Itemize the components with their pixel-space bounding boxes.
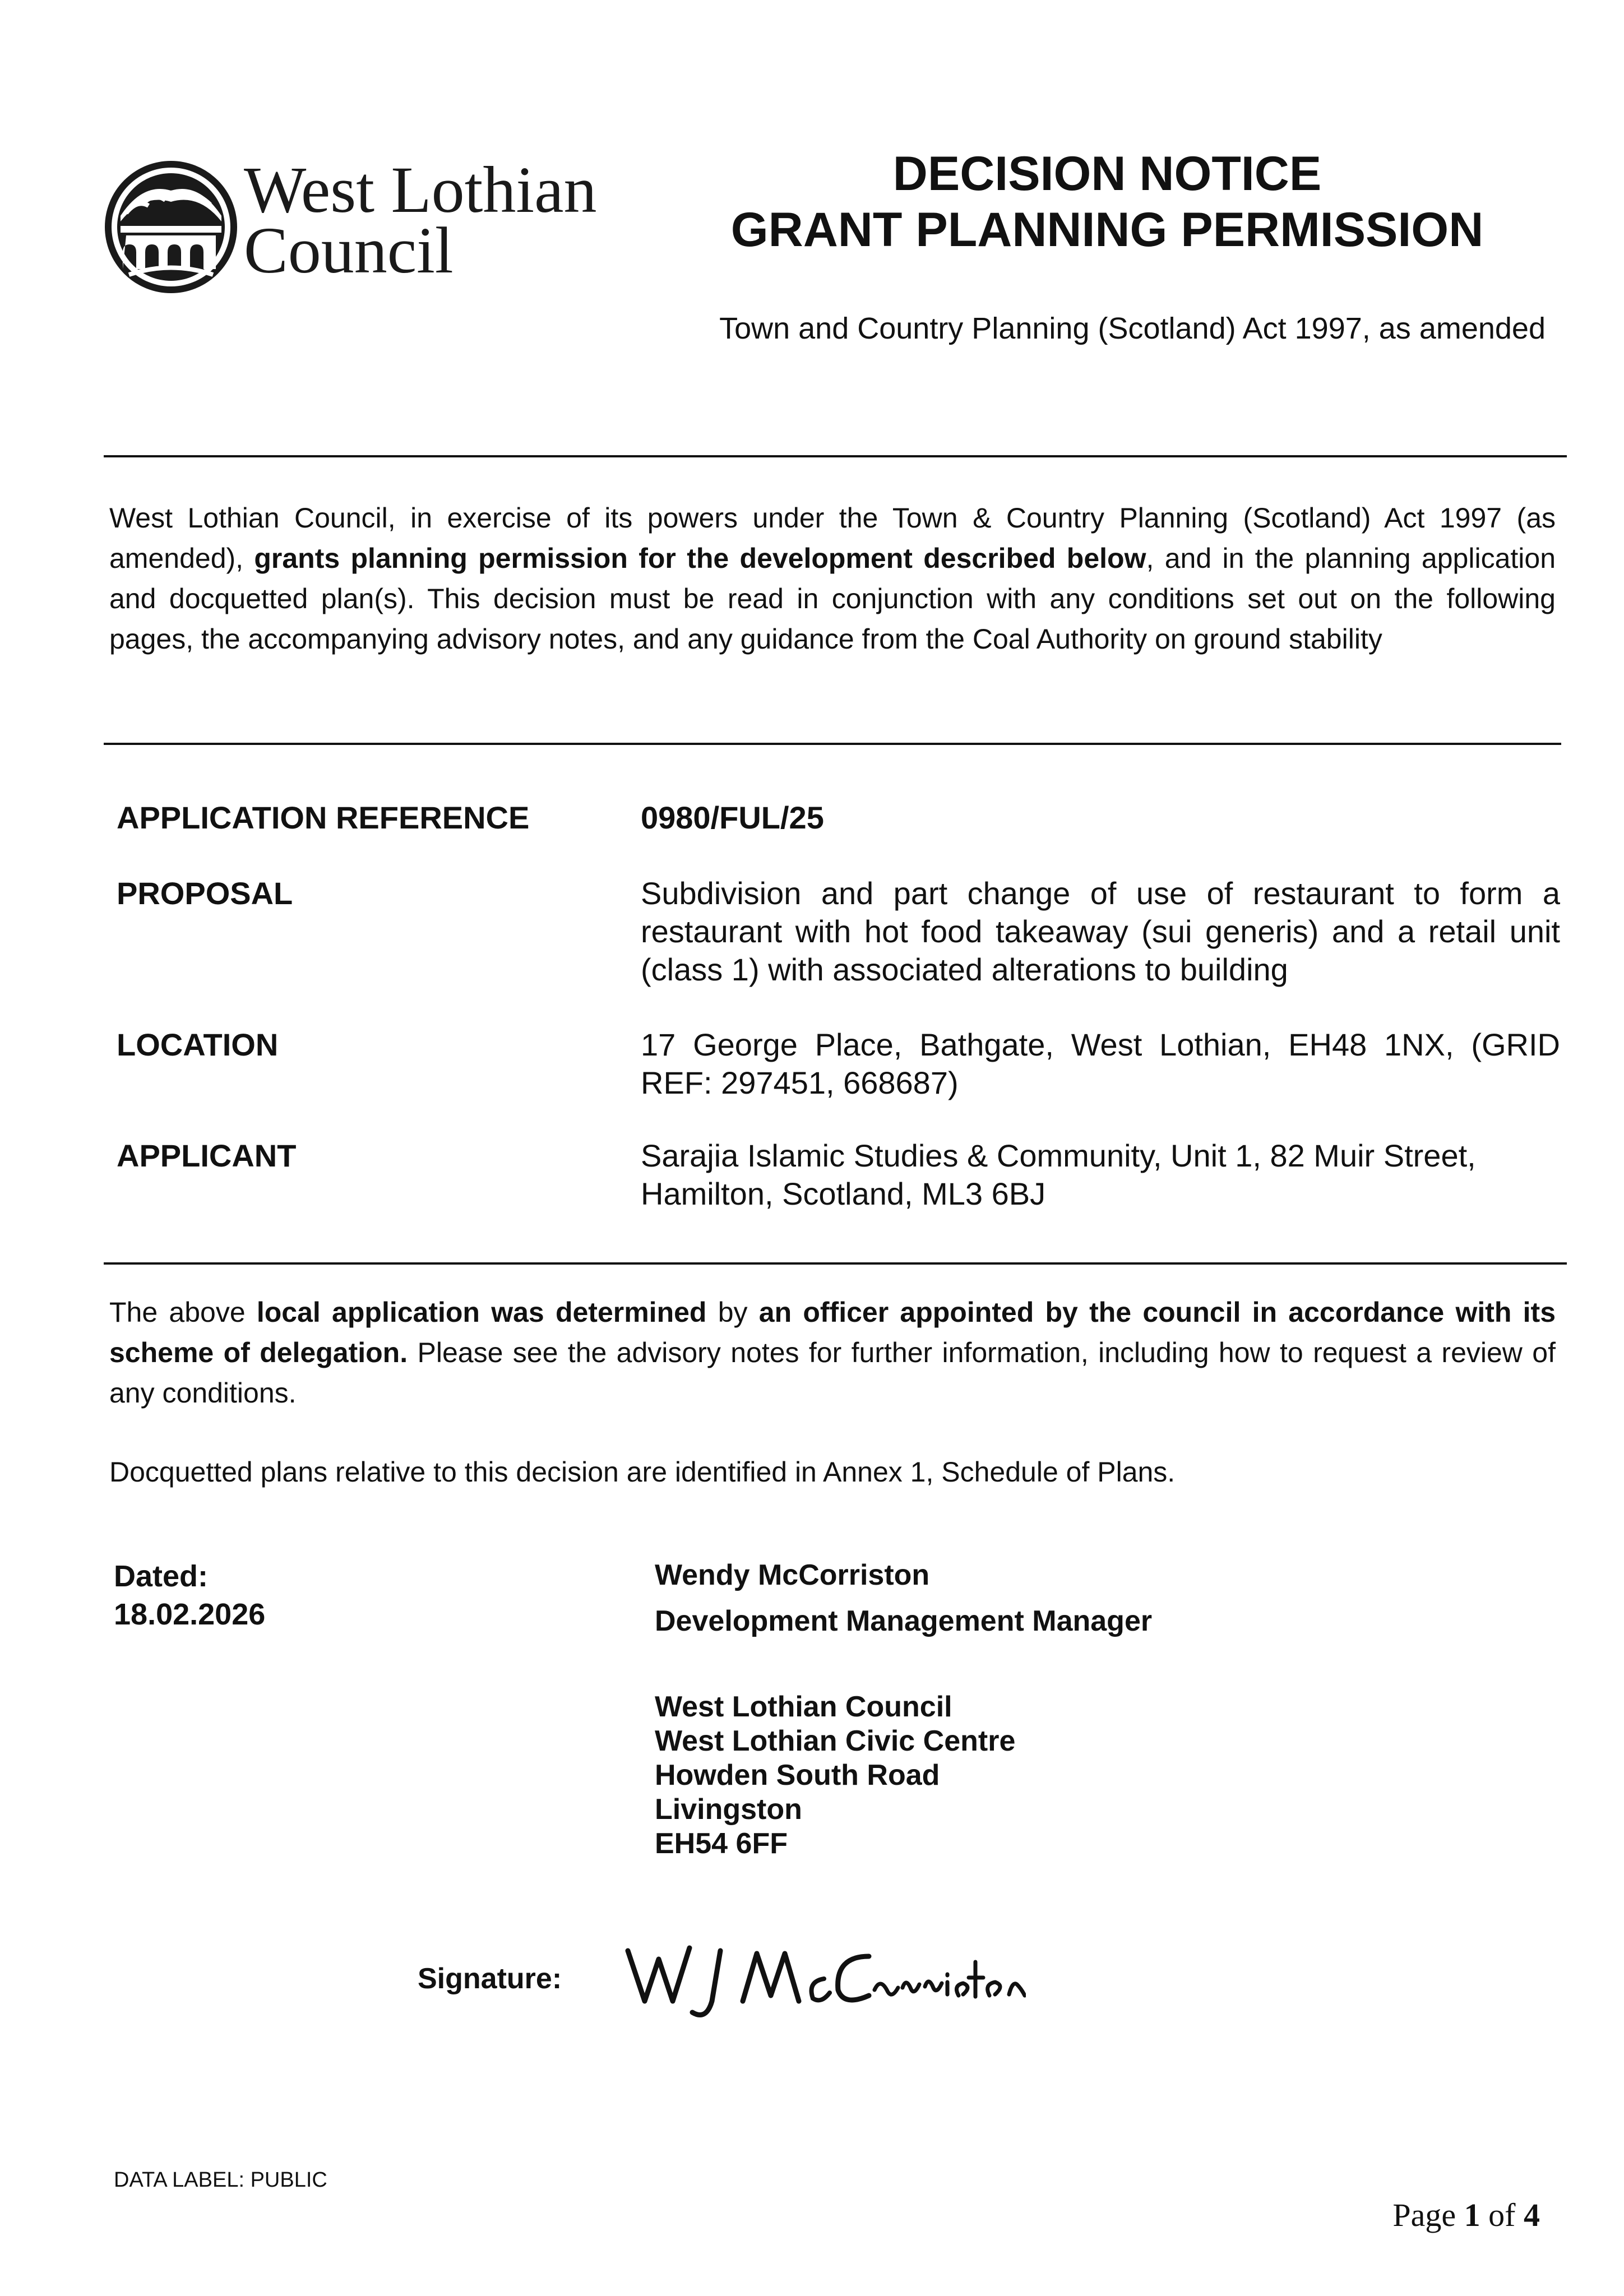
west-lothian-emblem-icon [104, 160, 238, 294]
page-word: Page [1392, 2197, 1456, 2233]
proposal-label: PROPOSAL [117, 876, 293, 911]
address-line-3: Howden South Road [655, 1759, 940, 1792]
address-line-2: West Lothian Civic Centre [655, 1725, 1016, 1757]
officer-block [655, 1557, 1152, 1639]
divider-bottom [104, 1262, 1567, 1265]
determination-text-3: Please see the advisory notes for further information, including how to request a review of any conditions. [109, 1337, 1556, 1409]
legislation-subtitle: Town and Country Planning (Scotland) Act 1997, as amended [719, 312, 1546, 345]
determination-bold-2: an officer appointed by the council in accordance with its scheme of delegation. [109, 1297, 1556, 1368]
dated-block [114, 1557, 265, 1633]
intro-text-1: West Lothian Council, in exercise of its powers under the Town & Country Planning (Scotland) Act 1997 (as amended), [109, 502, 1556, 574]
determination-text-1: The above [109, 1297, 257, 1328]
officer-name: Wendy McCorriston [655, 1559, 930, 1591]
determination-bold-1: local application was determined [256, 1297, 707, 1328]
address-line-1: West Lothian Council [655, 1691, 952, 1723]
address-line-5: EH54 6FF [655, 1827, 788, 1860]
dated-value: 18.02.2026 [114, 1598, 266, 1631]
reference-value: 0980/FUL/25 [641, 800, 824, 835]
proposal-value: Subdivision and part change of use of restaurant to form a restaurant with hot food takeaway (sui generis) and a retail unit (class 1) with associated alterations to building [641, 876, 1560, 987]
plans-note: Docquetted plans relative to this decision are identified in Annex 1, Schedule of Plans. [109, 1456, 1176, 1488]
logo-wordmark [244, 153, 597, 287]
logo-line-2: Council [244, 214, 454, 287]
divider-top [104, 455, 1567, 457]
title-line-2: GRANT PLANNING PERMISSION [730, 203, 1484, 257]
address-line-4: Livingston [655, 1793, 802, 1826]
applicant-value: Sarajia Islamic Studies & Community, Unit 1, 82 Muir Street, Hamilton, Scotland, ML3 6BJ [641, 1138, 1476, 1211]
document-title [645, 146, 1570, 258]
page-current: 1 [1464, 2197, 1480, 2233]
officer-role: Development Management Manager [655, 1605, 1153, 1637]
reference-label: APPLICATION REFERENCE [117, 800, 530, 835]
title-line-1: DECISION NOTICE [892, 147, 1322, 201]
intro-text-2: , and in the planning application and docquetted plan(s). This decision must be read in conjunction with any conditions set out on the following pages, the accompanying advisory notes, and any guidance from the Coal Authority on ground stability [109, 543, 1556, 655]
applicant-label: APPLICANT [117, 1138, 297, 1173]
determination-paragraph [109, 1292, 1556, 1413]
location-value: 17 George Place, Bathgate, West Lothian, EH48 1NX, (GRID REF: 297451, 668687) [641, 1027, 1560, 1100]
signature-label: Signature: [418, 1962, 562, 1995]
data-label: DATA LABEL: PUBLIC [114, 2168, 327, 2192]
council-logo [104, 153, 608, 294]
divider-middle [104, 743, 1561, 745]
location-label: LOCATION [117, 1027, 279, 1062]
intro-paragraph [109, 498, 1556, 659]
page-total: 4 [1524, 2197, 1540, 2233]
dated-label: Dated: [114, 1559, 209, 1593]
page-number [1392, 2196, 1540, 2234]
handwritten-signature [622, 1928, 1026, 2029]
intro-bold: grants planning permission for the development described below [254, 543, 1146, 574]
council-address [655, 1690, 1015, 1861]
page-of: of [1488, 2197, 1516, 2233]
determination-text-2: by [706, 1297, 759, 1328]
logo-line-1: West Lothian [244, 153, 597, 226]
